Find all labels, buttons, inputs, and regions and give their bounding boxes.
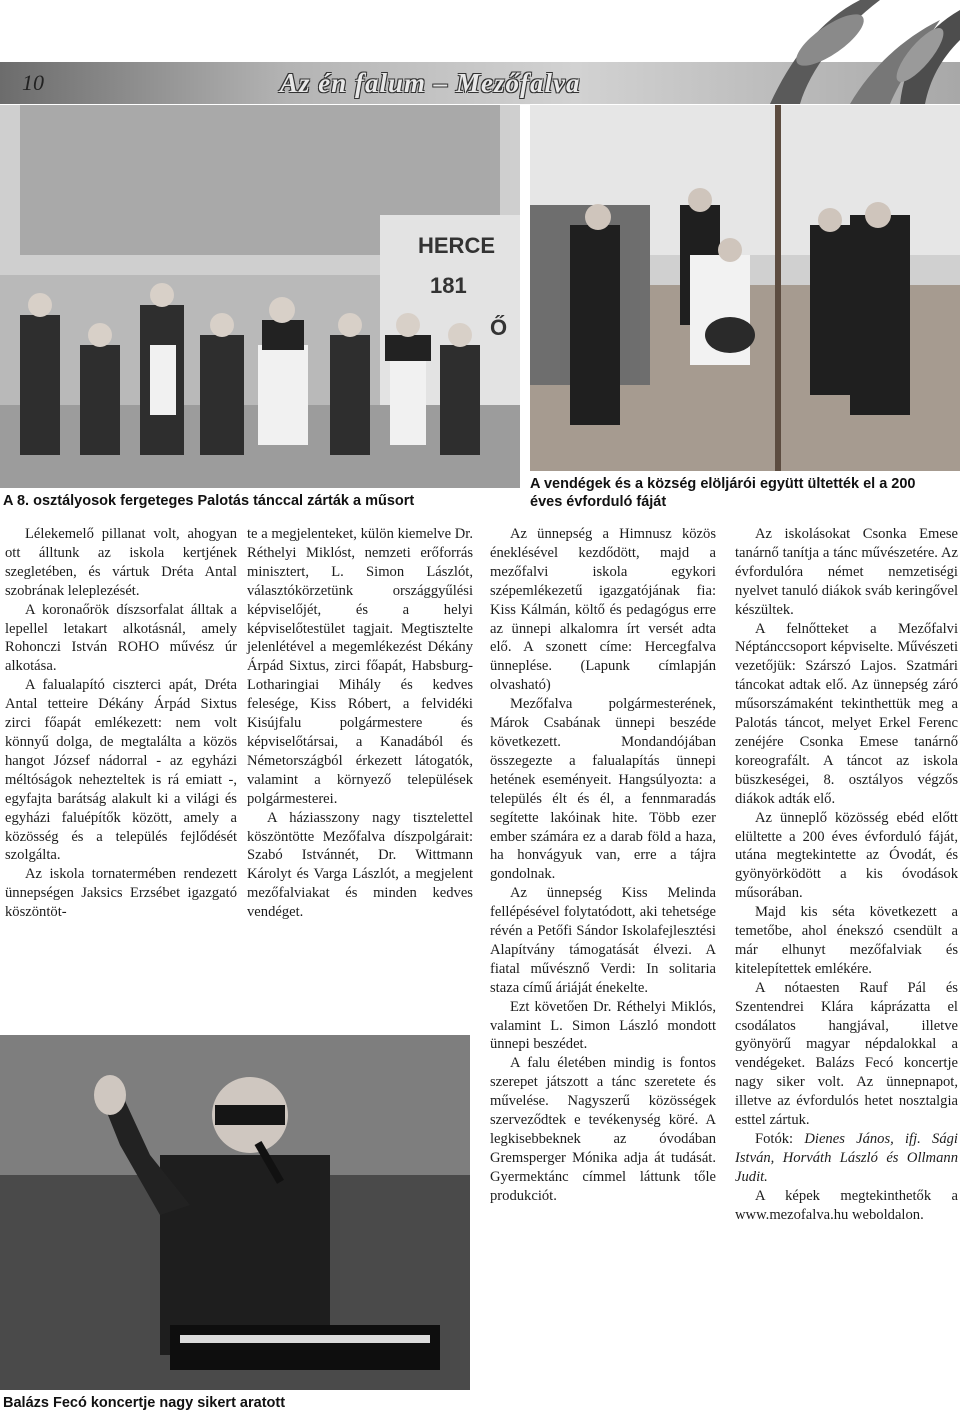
website-note: A képek megtekinthetők a www.mezofalva.hu weboldalon. <box>735 1187 958 1223</box>
article-column-1 <box>5 525 237 922</box>
tree-planting-photo <box>530 105 960 471</box>
paragraph: Az ünnepség a Himnusz közös éneklésével kezdődött, majd a mezőfalvi iskola egykori szépemlékezetű igazgatójának fia: Kiss Kálmán, költő és pedagógus erre az ünnepi alkalomra írt versét adta elő. A szonett címe: Hercegfalva ünneplése. (Lapunk címlapján olvasható) <box>490 526 716 694</box>
paragraph: A felnőtteket a Mezőfalvi Néptánccsoport képviselte. Művészeti vezetőjük: Szárszó Lajos. Szatmári táncokat adtak elő. Az ünnepség záró műsorszámaként tekinthettük meg a Palotás táncot, melyet Erkel Ferenc zenéjére Csonka Emese tanárnő koreografált. A táncot az iskola büszkeségei, 8. osztályos végzős diákok adták elő. <box>735 620 958 807</box>
banner-year: 181 <box>430 273 467 298</box>
page-title: Az én falum – Mezőfalva <box>280 68 581 98</box>
banner-word: HERCE <box>418 233 496 258</box>
paragraph: Majd kis séta következett a temetőbe, ahol énekszó csendült a már elhunyt mezőfalviak és kitelepítettek emlékére. <box>735 904 958 977</box>
photo-credits <box>735 1130 958 1187</box>
paragraph: A nótaesten Rauf Pál és Szentendrei Klára káprázatta el csodálatos hangjával, illetve gyönyörű magyar népdalokkal a vendégeket. Balázs Fecó koncertje nagy siker volt. Az ünnepnapot, illetve az évfordulós hetet nosztalgia esttel zártuk. <box>735 979 958 1129</box>
tree-caption-line1: A vendégek és a község elöljárói együtt ültették el a 200 <box>530 476 916 492</box>
banner-tail: Ő <box>490 315 508 340</box>
paragraph: Az ünnepség Kiss Melinda fellépésével folytatódott, aki tehetsége révén a Petőfi Sándor Iskolafejlesztési Alapítvány támogatását élvezi. A fiatal művésznő Verdi: In solitaria staza című áriáját énekelte. <box>490 885 716 996</box>
credits-label: Fotók: <box>755 1131 794 1147</box>
article-column-2 <box>247 525 473 922</box>
concert-caption: Balázs Fecó koncertje nagy sikert aratott <box>3 1395 286 1411</box>
article-column-3 <box>490 525 716 1206</box>
paragraph: A koronaőrök díszsorfalat álltak a lepellel letakart alkotásnál, amely Rohonczi István ROHO művész úr alkotása. <box>5 601 237 675</box>
paragraph: Lélekemelő pillanat volt, ahogyan ott álltunk az iskola kertjének szegletében, és vártuk Dréta Antal szobrának leleplezését. <box>5 526 237 599</box>
paragraph: A háziasszony nagy tisztelettel köszöntötte Mezőfalva díszpolgárait: Szabó Istvánnét, Dr. Wittmann Károlyt és Varga Lászlót, a megjelent mezőfalviakat és minden kedves vendéget. <box>247 809 473 921</box>
concert-photo <box>0 1035 470 1390</box>
paragraph: A falualapító ciszterci apát, Dréta Antal tetteire Dékány Árpád Sixtus zirci főapát emlékezett: nem volt könnyű dolga, de megtalálta a közös hangot József nádorral - az egyházi méltóságok nehezteltek is rá emiatt -, egyfajta barátság alakult ki a világi és egyházi faluépítők között, amely a közösség és a település fejlődését szolgálta. <box>5 677 237 864</box>
paragraph: Mezőfalva polgármesterének, Márok Csabának ünnepi beszéde következett. Mondandójában összegezte a falualapítás ünnepi hetének eseményeit. Hangsúlyozta: a település élt és él, a fennmaradás segítette lakóinak hite. Több ezer ember számára ez a darab föld a haza, ha honvágyuk van, erre a tájra gondolnak. <box>490 696 716 883</box>
paragraph: te a megjelenteket, külön kiemelve Dr. Réthelyi Miklóst, nemzeti erőforrás minisztert, L. Simon Lászlót, választókörzetünk országgyűlési képviselőjét, és a helyi képviselőtestület tagjait. Megtisztelte jelenlétével a megemlékezést Dékány Árpád Sixtus, zirci főapát, Habsburg-Lotharingiai Mihály és kedves felesége, Kiss Róbert, a felvidéki Kisújfalu polgármestere és képviselőtársai, a Kanadából és Németországból érkezett látogatók, valamint a környező települések polgármesterei. <box>247 526 473 807</box>
dance-caption: A 8. osztályosok fergeteges Palotás tánccal zárták a műsort <box>3 493 415 509</box>
credits-names: Dienes János, ifj. Sági István, Horváth László és Ollmann Judit. <box>735 1131 958 1185</box>
paragraph: A falu életében mindig is fontos szerepet játszott a tánc szeretete és művelése. Nagyszerű közösségek szerveződtek e tevékenység köré. A legkisebbeknek az óvodában Gremsperger Mónika adja át tudását. Gyermektánc címmel láttunk tőle produkciót. <box>490 1055 716 1204</box>
paragraph: Az iskola tornatermében rendezett ünnepségen Jaksics Erzsébet igazgató köszöntöt- <box>5 866 237 921</box>
page-number: 10 <box>22 70 44 95</box>
leaf-decoration <box>650 0 960 104</box>
paragraph: Az iskolásokat Csonka Emese tanárnő tanítja a tánc művészetére. Az évfordulóra német nemzetiségi nyelvet tanuló diákok sváb keringővel készültek. <box>735 526 958 618</box>
paragraph: Az ünneplő közösség ebéd előtt elültette a 200 éves évforduló fáját, utána megtekintette az Óvodát, és gyönyörködött a kis óvodások műsorában. <box>735 809 958 902</box>
paragraph: Ezt követően Dr. Réthelyi Miklós, valamint L. Simon László mondott ünnepi beszédet. <box>490 998 716 1053</box>
tree-caption-line2: éves évforduló fáját <box>530 494 667 510</box>
dance-photo <box>0 105 520 488</box>
article-column-4 <box>735 525 958 1225</box>
